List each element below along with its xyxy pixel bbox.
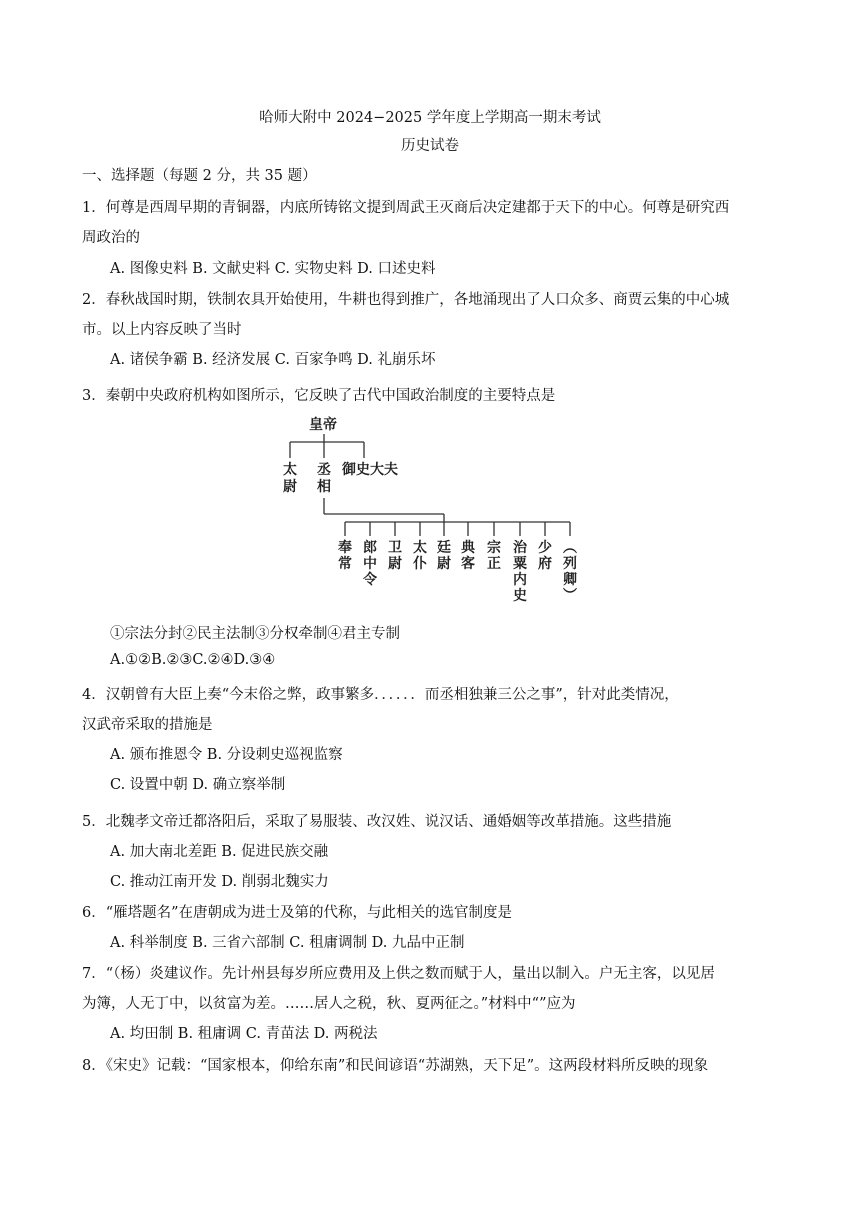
question-3-options: A.①②B.②③C.②④D.③④: [110, 652, 276, 668]
question-1-options: A. 图像史料 B. 文献史料 C. 实物史料 D. 口述史料: [110, 261, 436, 277]
question-2-line-2: 市。以上内容反映了当时: [82, 322, 242, 338]
question-4-line-1: 4．汉朝曾有大臣上奏“今末俗之弊，政事繁多．．．．．．而丞相独兼三公之事”，针对此类情况，: [82, 687, 679, 703]
node-minister: 郎中令: [363, 540, 377, 588]
node-minister: 典客: [461, 540, 475, 572]
question-7-options: A. 均田制 B. 租庸调 C. 青苗法 D. 两税法: [110, 1026, 378, 1042]
question-3-line-1: 3．秦朝中央政府机构如图所示，它反映了古代中国政治制度的主要特点是: [82, 388, 556, 404]
question-1-line-2: 周政治的: [82, 230, 140, 246]
node-minister: ︵列卿︶: [563, 540, 577, 604]
node-yushidafu: 御史大夫: [342, 462, 398, 478]
question-7-line-2: 为簿，人无丁中，以贫富为差。……居人之税，秋、夏两征之。”材料中“”应为: [82, 996, 576, 1012]
question-7-line-1: 7．“（杨）炎建议作。先计州县每岁所应费用及上供之数而赋于人，量出以制入。户无主客，以见居: [82, 966, 715, 982]
exam-subtitle: 历史试卷: [401, 138, 459, 154]
question-2-line-1: 2．春秋战国时期，铁制农具开始使用，牛耕也得到推广，各地涌现出了人口众多、商贾云集的中心城: [82, 292, 730, 308]
question-5-line-1: 5．北魏孝文帝迁都洛阳后，采取了易服装、改汉姓、说汉话、通婚姻等改革措施。这些措施: [82, 814, 672, 830]
question-4-line-2: 汉武帝采取的措施是: [82, 717, 213, 733]
node-minister: 太仆: [413, 540, 427, 572]
qin-government-diagram: [272, 410, 592, 615]
question-3-statements: ①宗法分封②民主法制③分权牵制④君主专制: [110, 626, 400, 642]
question-6-options: A. 科举制度 B. 三省六部制 C. 租庸调制 D. 九品中正制: [110, 935, 465, 951]
question-8-line-1: 8．《宋史》记载：“国家根本，仰给东南”和民间谚语“苏湖熟，天下足”。这两段材料所反映的现象: [82, 1058, 709, 1074]
node-minister: 宗正: [487, 540, 501, 572]
node-minister: 奉常: [338, 540, 352, 572]
node-taiwei: 太尉: [283, 462, 297, 495]
question-4-options-2: C. 设置中朝 D. 确立察举制: [110, 777, 286, 793]
section-heading: 一、选择题（每题 2 分，共 35 题）: [82, 168, 317, 184]
node-minister: 廷尉: [437, 540, 451, 572]
question-1-line-1: 1．何尊是西周早期的青铜器，内底所铸铭文提到周武王灭商后决定建都于天下的中心。何尊是研究西: [82, 200, 730, 216]
question-4-options-1: A. 颁布推恩令 B. 分设刺史巡视监察: [110, 747, 343, 763]
question-6-line-1: 6．“雁塔题名”在唐朝成为进士及第的代称，与此相关的选官制度是: [82, 905, 513, 921]
question-2-options: A. 诸侯争霸 B. 经济发展 C. 百家争鸣 D. 礼崩乐坏: [110, 352, 436, 368]
node-minister: 卫尉: [388, 540, 402, 572]
question-5-options-2: C. 推动江南开发 D. 削弱北魏实力: [110, 874, 329, 890]
question-5-options-1: A. 加大南北差距 B. 促进民族交融: [110, 844, 329, 860]
node-chengxiang: 丞相: [317, 462, 331, 495]
node-minister: 少府: [538, 540, 552, 572]
exam-title: 哈师大附中 2024−2025 学年度上学期高一期末考试: [259, 110, 601, 126]
node-minister: 治粟内史: [513, 540, 527, 604]
node-emperor: 皇帝: [309, 417, 337, 433]
